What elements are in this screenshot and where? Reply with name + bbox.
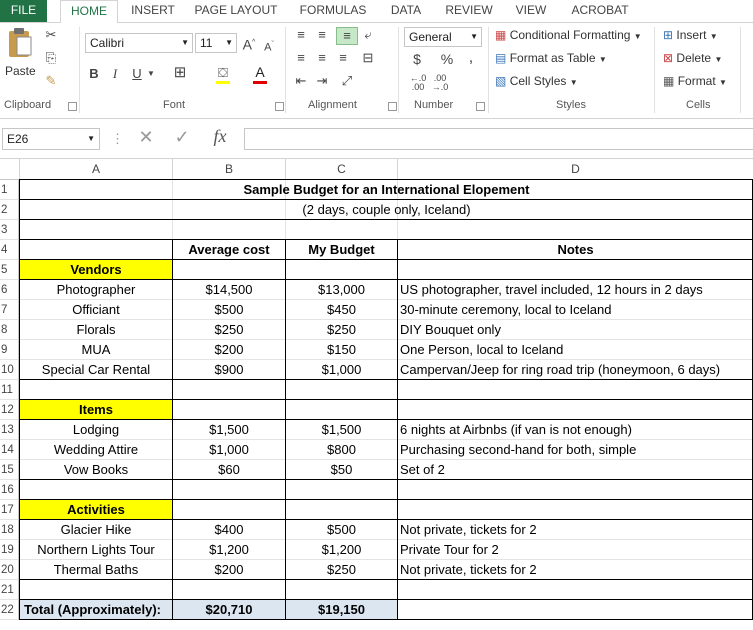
- align-right-icon[interactable]: ≡: [339, 50, 347, 65]
- notes-value[interactable]: One Person, local to Iceland: [400, 342, 564, 357]
- decrease-indent-icon[interactable]: ⇤: [295, 73, 307, 88]
- border-line: [20, 619, 753, 620]
- sheet-title[interactable]: Sample Budget for an International Elopement: [243, 182, 530, 197]
- row-header[interactable]: 16: [0, 480, 19, 500]
- item-name[interactable]: Northern Lights Tour: [37, 542, 155, 557]
- bottom-align-icon[interactable]: ≡: [336, 27, 358, 45]
- select-all-corner[interactable]: [0, 159, 20, 180]
- separator: [654, 27, 655, 113]
- notes-value[interactable]: Private Tour for 2: [400, 542, 499, 557]
- average-cost-value[interactable]: $250: [214, 322, 244, 337]
- column-header-c[interactable]: C: [286, 159, 398, 180]
- average-cost-value[interactable]: $1,500: [209, 422, 249, 437]
- sheet-subtitle[interactable]: (2 days, couple only, Iceland): [302, 202, 471, 217]
- align-left-icon[interactable]: ≡: [297, 50, 305, 65]
- column-header-d[interactable]: D: [398, 159, 753, 180]
- my-budget-value[interactable]: $800: [327, 442, 356, 457]
- border-line: [20, 419, 753, 420]
- row-header[interactable]: 3: [0, 220, 19, 240]
- total-my-budget[interactable]: $19,150: [286, 600, 397, 620]
- my-budget-value[interactable]: $250: [327, 562, 356, 577]
- number-format-select[interactable]: [404, 27, 482, 47]
- tab-data[interactable]: DATA: [390, 3, 422, 17]
- tab-view[interactable]: VIEW: [515, 3, 547, 17]
- my-budget-value[interactable]: $500: [327, 522, 356, 537]
- font-launcher-icon[interactable]: [275, 102, 284, 111]
- table-icon: ▤: [495, 51, 507, 65]
- row-header[interactable]: 14: [0, 440, 19, 460]
- separator: [488, 27, 489, 113]
- cancel-icon[interactable]: ✕: [138, 127, 154, 147]
- item-name[interactable]: Photographer: [56, 282, 136, 297]
- column-header-b[interactable]: B: [173, 159, 286, 180]
- notes-value[interactable]: 6 nights at Airbnbs (if van is not enough): [400, 422, 632, 437]
- notes-value[interactable]: US photographer, travel included, 12 hours in 2 days: [400, 282, 703, 297]
- chevron-down-icon: ▼: [470, 32, 478, 41]
- group-number-label: Number: [414, 99, 454, 111]
- align-center-icon[interactable]: ≡: [318, 50, 326, 65]
- border-line: [20, 499, 753, 500]
- cut-icon[interactable]: ✂: [45, 27, 57, 42]
- border-line: [20, 399, 753, 400]
- border-line: [20, 199, 753, 200]
- header-my-budget[interactable]: My Budget: [308, 242, 375, 257]
- tab-review[interactable]: REVIEW: [445, 3, 493, 17]
- item-name[interactable]: Lodging: [72, 422, 120, 437]
- bold-icon[interactable]: B: [89, 66, 99, 81]
- ribbon: [0, 23, 753, 119]
- shrink-font-icon[interactable]: $A^ˇ$: [264, 41, 274, 54]
- paste-label[interactable]: Paste: [5, 64, 36, 78]
- item-name[interactable]: MUA: [81, 342, 111, 357]
- row-header[interactable]: 4: [0, 240, 19, 260]
- tab-home[interactable]: HOME: [60, 0, 118, 24]
- group-alignment-label: Alignment: [308, 99, 357, 111]
- group-font-label: Font: [163, 99, 186, 111]
- row-header[interactable]: 8: [0, 320, 19, 340]
- average-cost-value[interactable]: $200: [214, 562, 244, 577]
- borders-icon[interactable]: ⊞: [173, 64, 187, 81]
- notes-value[interactable]: Not private, tickets for 2: [400, 562, 537, 577]
- row-header[interactable]: 7: [0, 300, 19, 320]
- wrap-text-icon[interactable]: ⤶: [364, 27, 372, 42]
- item-name[interactable]: Wedding Attire: [53, 442, 139, 457]
- tab-page-layout[interactable]: PAGE LAYOUT: [194, 3, 278, 17]
- chevron-down-icon: ▼: [225, 38, 233, 47]
- merge-center-icon[interactable]: ⊟: [362, 50, 374, 65]
- format-as-table-button[interactable]: ▤ Format as Table ▼: [495, 51, 607, 65]
- row-header[interactable]: 11: [0, 380, 19, 400]
- average-cost-value[interactable]: $1,000: [209, 442, 249, 457]
- item-name[interactable]: Special Car Rental: [41, 362, 151, 377]
- header-average-cost[interactable]: Average cost: [188, 242, 270, 257]
- number-format-value: General: [409, 30, 452, 44]
- my-budget-value[interactable]: $250: [327, 322, 356, 337]
- average-cost-value[interactable]: $60: [218, 462, 240, 477]
- notes-value[interactable]: Not private, tickets for 2: [400, 522, 537, 537]
- row-header[interactable]: 5: [0, 260, 19, 280]
- row-header[interactable]: 13: [0, 420, 19, 440]
- conditional-formatting-icon: ▦: [495, 28, 507, 42]
- border-line: [20, 239, 753, 240]
- average-cost-value[interactable]: $900: [214, 362, 244, 377]
- alignment-launcher-icon[interactable]: [388, 102, 397, 111]
- border-line: [20, 479, 753, 480]
- drag-handle-icon[interactable]: ⋮: [111, 131, 124, 146]
- row-header[interactable]: 19: [0, 540, 19, 560]
- chevron-down-icon: ▼: [181, 38, 189, 47]
- row-header[interactable]: 21: [0, 580, 19, 600]
- delete-cells-button[interactable]: ⊠ Delete ▼: [663, 51, 723, 65]
- underline-icon[interactable]: U: [132, 66, 142, 81]
- section-label[interactable]: Vendors: [20, 260, 172, 280]
- separator: [79, 27, 80, 113]
- border-line: [20, 379, 753, 380]
- row-header[interactable]: 10: [0, 360, 19, 380]
- chevron-down-icon: ▼: [709, 32, 718, 41]
- average-cost-value[interactable]: $14,500: [205, 282, 253, 297]
- clipboard-icon: [6, 27, 34, 61]
- item-name[interactable]: Officiant: [72, 302, 120, 317]
- column-header-a[interactable]: A: [20, 159, 173, 180]
- accounting-format-icon[interactable]: $: [413, 51, 421, 67]
- insert-cells-icon: ⊞: [663, 28, 674, 42]
- font-name-select[interactable]: [85, 33, 193, 53]
- notes-value[interactable]: DIY Bouquet only: [400, 322, 501, 337]
- average-cost-value[interactable]: $1,200: [209, 542, 249, 557]
- increase-indent-icon[interactable]: ⇥: [316, 73, 328, 88]
- row-header[interactable]: 20: [0, 560, 19, 580]
- item-name[interactable]: Vow Books: [63, 462, 129, 477]
- notes-value[interactable]: 30-minute ceremony, local to Iceland: [400, 302, 612, 317]
- border-line: [20, 259, 753, 260]
- insert-cells-button[interactable]: ⊞ Insert ▼: [663, 28, 718, 42]
- font-color-icon[interactable]: A: [252, 64, 268, 80]
- font-name-value: Calibri: [90, 36, 125, 50]
- top-align-icon[interactable]: ≡: [297, 27, 305, 42]
- section-label[interactable]: Items: [20, 400, 172, 420]
- ribbon-tabs: [0, 0, 753, 23]
- border-line: [20, 179, 753, 180]
- delete-cells-icon: ⊠: [663, 51, 674, 65]
- border-line: [285, 239, 286, 620]
- total-average-cost[interactable]: $20,710: [173, 600, 285, 620]
- separator: [740, 27, 741, 113]
- tab-formulas[interactable]: FORMULAS: [299, 3, 367, 17]
- percent-icon[interactable]: %: [440, 51, 454, 67]
- separator: [398, 27, 399, 113]
- chevron-down-icon: ▼: [633, 32, 642, 41]
- border-line: [397, 239, 398, 620]
- middle-align-icon[interactable]: ≡: [318, 27, 326, 42]
- header-notes[interactable]: Notes: [557, 242, 594, 257]
- my-budget-value[interactable]: $450: [327, 302, 356, 317]
- notes-value[interactable]: Purchasing second-hand for both, simple: [400, 442, 637, 457]
- item-name[interactable]: Thermal Baths: [53, 562, 139, 577]
- worksheet-grid: [0, 159, 753, 630]
- chevron-down-icon[interactable]: ▼: [147, 69, 155, 78]
- row-header[interactable]: 9: [0, 340, 19, 360]
- formula-bar: [0, 120, 753, 159]
- border-line: [19, 179, 20, 620]
- average-cost-value[interactable]: $400: [214, 522, 244, 537]
- section-label[interactable]: Activities: [20, 500, 172, 520]
- tab-insert[interactable]: INSERT: [131, 3, 175, 17]
- cell-styles-button[interactable]: ▧ Cell Styles ▼: [495, 74, 578, 88]
- copy-icon[interactable]: ⎘: [45, 50, 57, 65]
- clipboard-launcher-icon[interactable]: [68, 102, 77, 111]
- row-header[interactable]: 2: [0, 200, 19, 220]
- font-size-select[interactable]: [195, 33, 237, 53]
- row-header[interactable]: 18: [0, 520, 19, 540]
- my-budget-value[interactable]: $50: [330, 462, 353, 477]
- italic-icon[interactable]: I: [112, 66, 118, 81]
- border-line: [20, 599, 753, 600]
- name-box[interactable]: [2, 128, 100, 150]
- format-painter-icon[interactable]: ✎: [45, 73, 57, 88]
- conditional-formatting-button[interactable]: ▦ Conditional Formatting ▼: [495, 28, 642, 42]
- chevron-down-icon: ▼: [719, 78, 727, 87]
- cell-styles-icon: ▧: [495, 74, 507, 88]
- chevron-down-icon: ▼: [87, 134, 95, 143]
- notes-value[interactable]: Set of 2: [400, 462, 445, 477]
- enter-icon[interactable]: ✓: [174, 127, 190, 147]
- increase-decimal-icon[interactable]: ←.0 .00: [409, 73, 427, 92]
- insert-function-icon[interactable]: fx: [213, 126, 227, 146]
- my-budget-value[interactable]: $1,500: [321, 422, 362, 437]
- average-cost-value[interactable]: $200: [214, 342, 244, 357]
- border-line: [172, 239, 173, 620]
- row-header[interactable]: 22: [0, 600, 19, 620]
- border-line: [20, 519, 753, 520]
- group-cells-label: Cells: [686, 99, 711, 111]
- my-budget-value[interactable]: $1,200: [321, 542, 362, 557]
- border-line: [20, 219, 753, 220]
- row-header[interactable]: 1: [0, 180, 19, 200]
- border-line: [20, 579, 753, 580]
- my-budget-value[interactable]: $13,000: [318, 282, 365, 297]
- format-cells-button[interactable]: ▦ Format ▼: [663, 74, 727, 88]
- separator: [285, 27, 286, 113]
- format-cells-icon: ▦: [663, 74, 675, 88]
- total-label[interactable]: Total (Approximately):: [20, 600, 172, 620]
- group-clipboard-label: Clipboard: [4, 99, 52, 111]
- my-budget-value[interactable]: $150: [327, 342, 356, 357]
- font-size-value: 11: [200, 36, 213, 50]
- tab-acrobat[interactable]: ACROBAT: [571, 3, 629, 17]
- notes-value[interactable]: Campervan/Jeep for ring road trip (honeymoon, 6 days): [400, 362, 721, 377]
- row-header[interactable]: 15: [0, 460, 19, 480]
- fill-color-icon[interactable]: ⛋: [214, 65, 232, 81]
- average-cost-value[interactable]: $500: [214, 302, 244, 317]
- chevron-down-icon: ▼: [714, 55, 723, 64]
- item-name[interactable]: Glacier Hike: [60, 522, 132, 537]
- orientation-icon[interactable]: ⤢: [341, 73, 353, 88]
- tab-file[interactable]: FILE: [0, 0, 47, 22]
- name-box-value: E26: [7, 132, 29, 146]
- group-styles-label: Styles: [556, 99, 586, 111]
- row-header[interactable]: 17: [0, 500, 19, 520]
- chevron-down-icon: ▼: [569, 78, 578, 87]
- decrease-decimal-icon[interactable]: .00 →.0: [431, 73, 449, 92]
- paste-button[interactable]: [6, 27, 34, 61]
- formula-input[interactable]: [244, 128, 753, 150]
- number-launcher-icon[interactable]: [476, 102, 485, 111]
- row-header[interactable]: 12: [0, 400, 19, 420]
- grow-font-icon[interactable]: A^: [242, 36, 256, 53]
- chevron-down-icon: ▼: [598, 55, 607, 64]
- my-budget-value[interactable]: $1,000: [321, 362, 362, 377]
- row-header[interactable]: 6: [0, 280, 19, 300]
- border-line: [20, 279, 753, 280]
- item-name[interactable]: Florals: [76, 322, 116, 337]
- comma-style-icon[interactable]: ,: [468, 49, 474, 66]
